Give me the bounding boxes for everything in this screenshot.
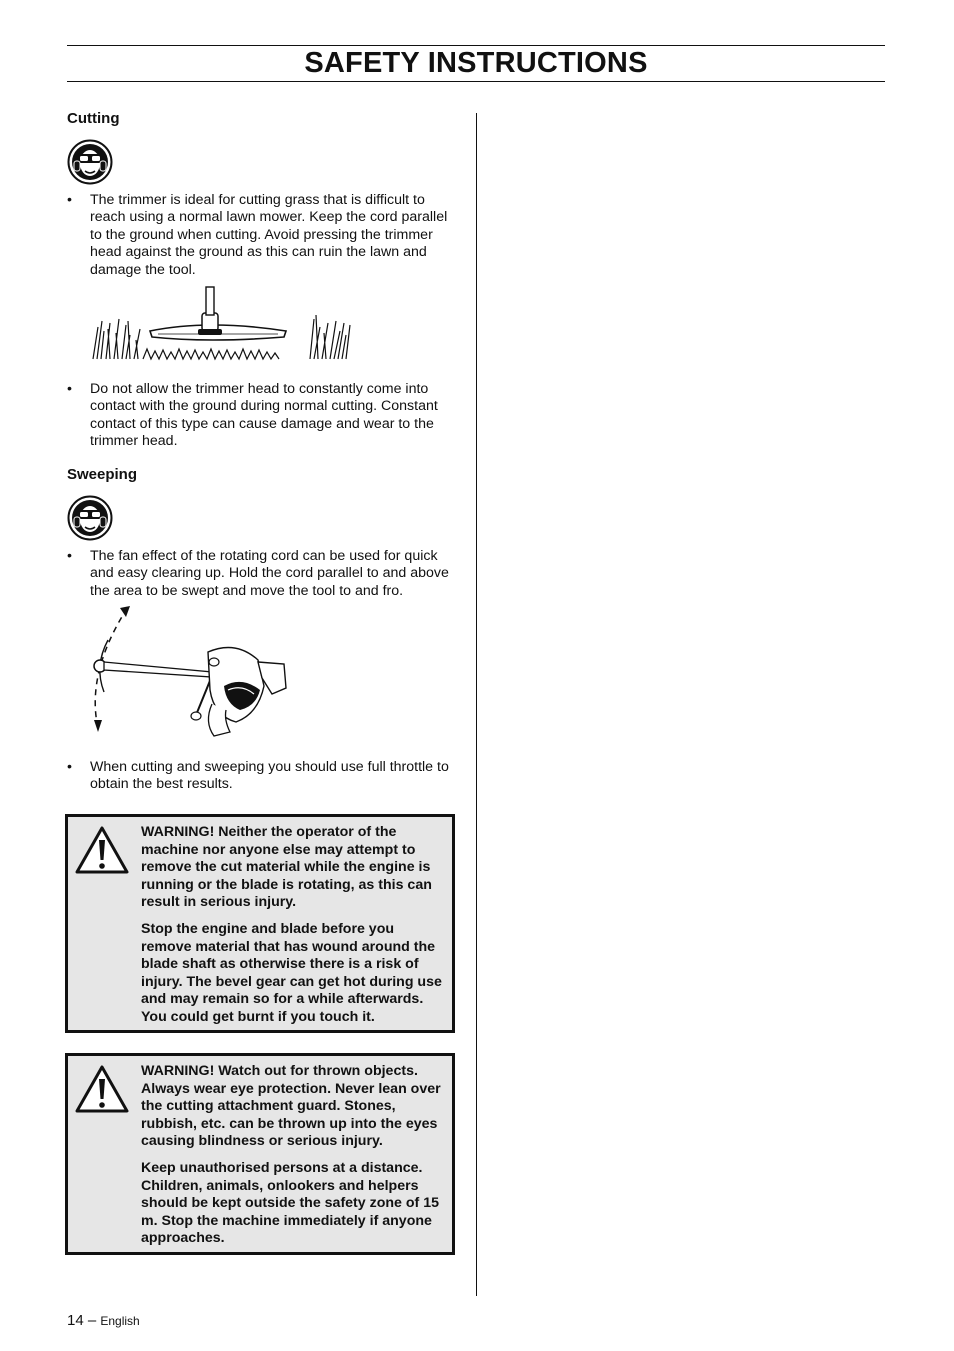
- warning-triangle-icon: [74, 1064, 130, 1114]
- footer-language: English: [100, 1314, 140, 1328]
- list-item: • The trimmer is ideal for cutting grass that is difficult to reach using a normal lawn mower. Keep the cord parallel to the ground when cutting. Avoid pressing the trimmer head against the ground as this can ruin the lawn and damage the tool.: [67, 192, 448, 278]
- page-number: 14 –: [67, 1312, 97, 1329]
- sweeping-heading: Sweeping: [67, 466, 138, 483]
- list-item: • The fan effect of the rotating cord can be used for quick and easy clearing up. Hold the cord parallel to and above the area to be swept and move the tool to and fro.: [67, 548, 449, 599]
- warning-triangle-icon: [74, 825, 130, 875]
- warning-text: WARNING! Neither the operator of the machine nor anyone else may attempt to remove the cut material while the engine is running or the blade is rotating, as this can result in serious injury.: [141, 824, 432, 911]
- header-bottom-rule: [67, 81, 885, 82]
- warning-text: WARNING! Watch out for thrown objects. Always wear eye protection. Never lean over the cutting attachment guard. Stones, rubbish, etc. can be thrown up into the eyes causing blindness or serious injury.: [141, 1063, 441, 1150]
- page-title: SAFETY INSTRUCTIONS: [304, 47, 648, 79]
- page-footer: [67, 1312, 140, 1329]
- column-divider: [476, 113, 477, 1296]
- list-item: • Do not allow the trimmer head to constantly come into contact with the ground during normal cutting. Constant contact of this type can cause damage and wear to the trimmer head.: [67, 381, 438, 450]
- cutting-heading: Cutting: [67, 110, 120, 127]
- trimmer-sweeping-illustration: [86, 604, 296, 744]
- warning-text: Keep unauthorised persons at a distance. Children, animals, onlookers and helpers should be kept outside the safety zone of 15 m. Stop the machine immediately if anyone approaches.: [141, 1159, 439, 1247]
- ear-eye-protection-icon: [67, 495, 113, 541]
- list-item: • When cutting and sweeping you should use full throttle to obtain the best results.: [67, 759, 449, 793]
- warning-box: [65, 814, 455, 1033]
- warning-text: Stop the engine and blade before you remove material that has wound around the blade shaft as otherwise there is a risk of injury. The bevel gear can get hot during use and may remain so for a while afterwards. You could get burnt if you touch it.: [141, 920, 442, 1025]
- ear-eye-protection-icon: [67, 139, 113, 185]
- warning-box: [65, 1053, 455, 1255]
- trimmer-cutting-illustration: [88, 285, 358, 365]
